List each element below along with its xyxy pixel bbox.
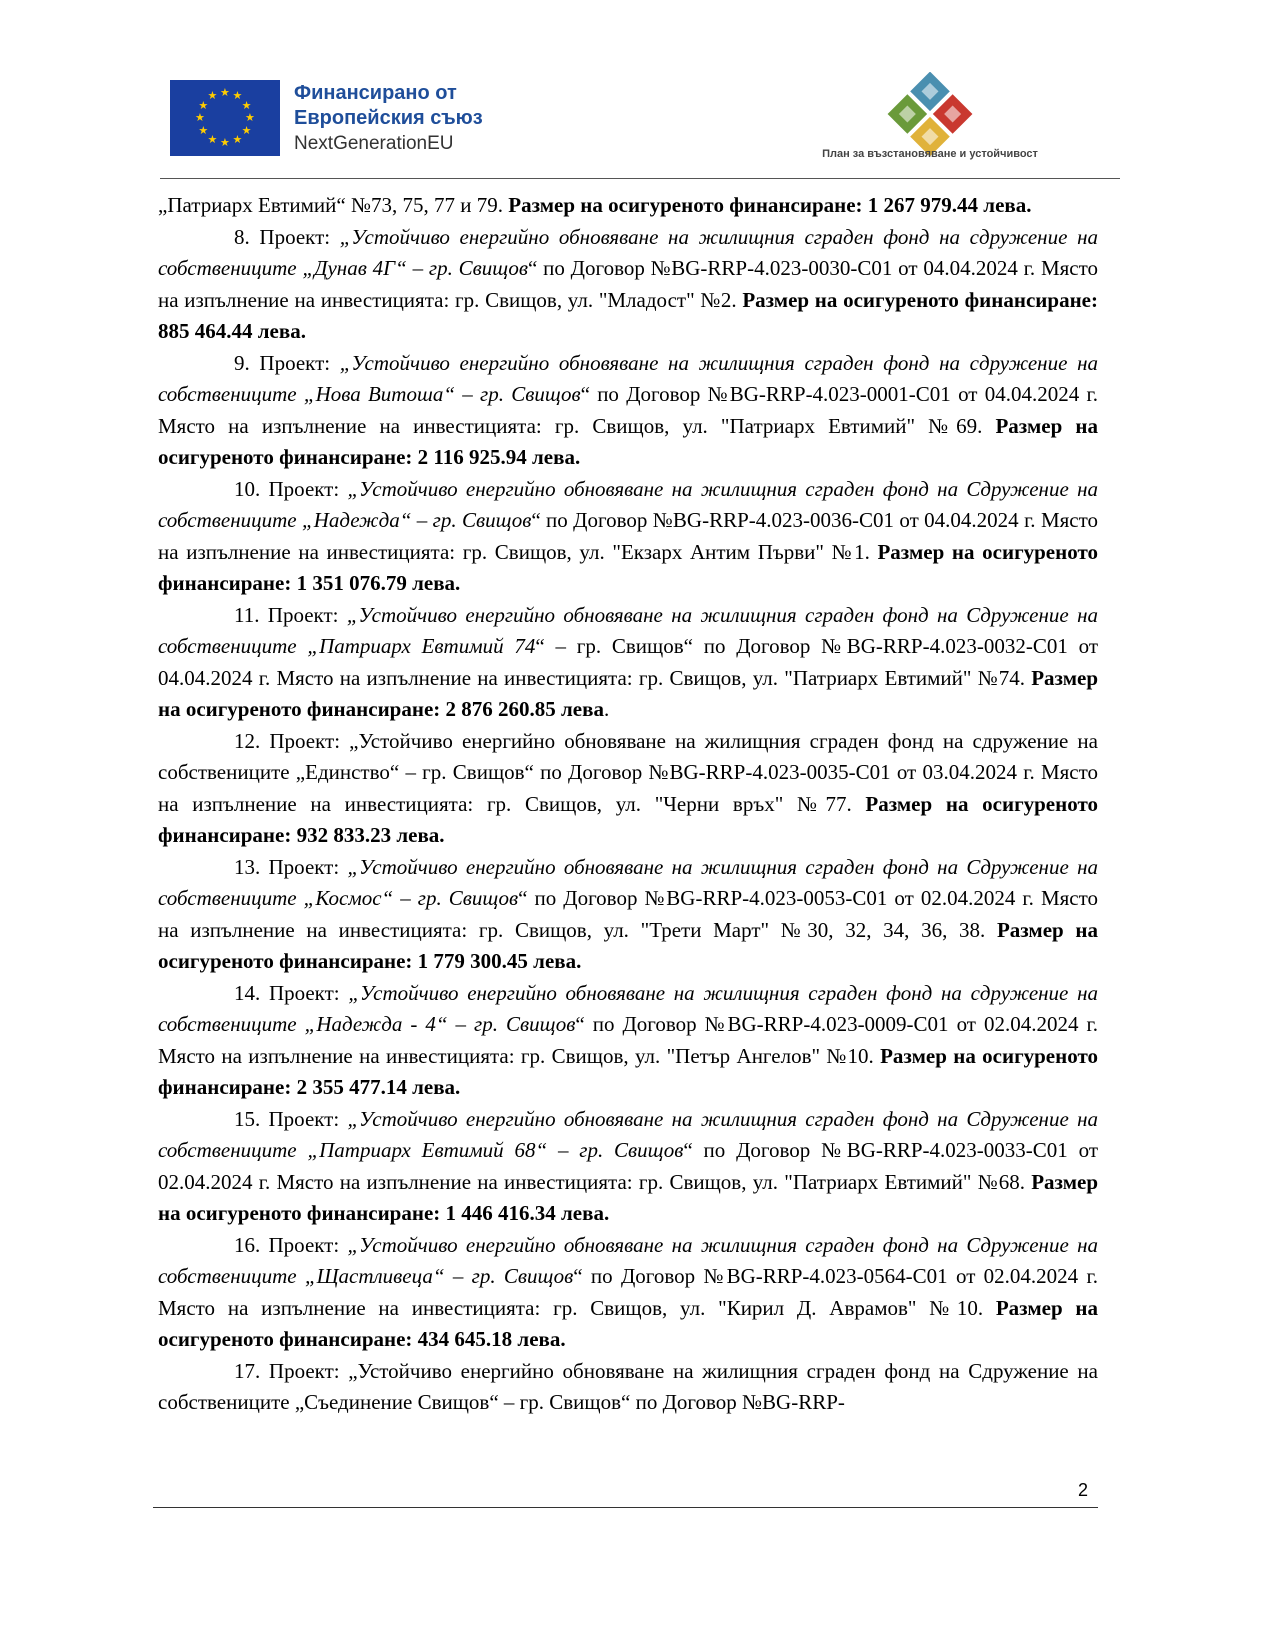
paragraph-text: „Патриарх Евтимий“ №73, 75, 77 и 79.: [158, 193, 509, 217]
paragraph-text: 16. Проект:: [234, 1232, 348, 1257]
project-title-text: „Устойчиво енергийно обновяване на жилищния сграден фонд на Сдружение на собствениците „Щастливеца“ – гр. Свищов: [158, 1232, 1098, 1288]
eu-star-icon: ★: [207, 89, 218, 103]
eu-star-icon: ★: [232, 89, 243, 103]
eu-star-icon: ★: [241, 123, 252, 137]
paragraph-text: 17. Проект: „Устойчиво енергийно обновяване на жилищния сграден фонд на Сдружение на собствениците „Съединение Свищов“ – гр. Свищов“ по Договор №BG-RRP-: [158, 1358, 1098, 1414]
recovery-plan-caption: План за възстановяване и устойчивост: [822, 148, 1038, 160]
eu-star-icon: ★: [207, 132, 218, 146]
eu-funding-text: [294, 81, 483, 156]
eu-star-icon: ★: [198, 98, 209, 112]
paragraph: [158, 190, 1098, 222]
funding-amount-text: Размер на осигуреното финансиране: 1 351 076.79 лева.: [158, 539, 1098, 595]
eu-star-icon: ★: [195, 111, 205, 124]
paragraph: [158, 978, 1098, 1104]
paragraph-text: “ по Договор №BG-RRP-4.023-0033-C01 от 02.04.2024 г. Място на изпълнение на инвестицията: гр. Свищов, ул. "Патриарх Евтимий" №68.: [158, 1138, 1098, 1194]
paragraph-text: 15. Проект:: [234, 1106, 348, 1131]
header-divider: [160, 178, 1120, 179]
paragraph-text: .: [603, 697, 610, 721]
paragraph-text: “ по Договор №BG-RRP-4.023-0001-C01 от 04.04.2024 г. Място на изпълнение на инвестицията: гр. Свищов, ул. "Патриарх Евтимий" №69.: [158, 382, 1098, 438]
paragraph-text: “ по Договор №BG-RRP-4.023-0053-C01 от 02.04.2024 г. Място на изпълнение на инвестицията: гр. Свищов, ул. "Трети Март" №30, 32, 34, 36, 38.: [158, 886, 1098, 942]
project-title-text: „Устойчиво енергийно обновяване на жилищния сграден фонд на Сдружение на собствениците „Патриарх Евтимий 74: [158, 602, 1099, 658]
paragraph: [158, 1356, 1098, 1419]
eu-line-nextgen: NextGenerationEU: [294, 132, 454, 154]
paragraph-text: 12. Проект: „Устойчиво енергийно обновяване на жилищния сграден фонд на сдружение на собствениците „Единство“ – гр. Свищов“ по Договор №BG-RRP-4.023-0035-C01 от 03.04.2024 г. Място на изпълнение на инвестицията: гр. Свищов, ул. "Черни връх" №77.: [158, 728, 1098, 816]
paragraph: [158, 1104, 1098, 1230]
paragraph-text: “ по Договор №BG-RRP-4.023-0036-C01 от 04.04.2024 г. Място на изпълнение на инвестицията: гр. Свищов, ул. "Екзарх Антим Първи" №1.: [158, 508, 1098, 564]
funding-amount-text: Размер на осигуреното финансиране: 932 833.23 лева.: [158, 791, 1098, 847]
paragraph-text: 8. Проект:: [234, 224, 340, 249]
paragraph: [158, 348, 1098, 474]
paragraph-text: 13. Проект:: [234, 854, 348, 879]
eu-star-icon: ★: [220, 86, 230, 99]
page-header: [160, 72, 1120, 180]
eu-star-icon: ★: [198, 123, 209, 137]
funding-amount-text: Размер на осигуреното финансиране: 1 446 416.34 лева.: [158, 1169, 1098, 1225]
footer-divider: [153, 1507, 1098, 1508]
funding-amount-text: Размер на осигуреното финансиране: 1 779 300.45 лева.: [158, 917, 1098, 973]
funding-amount-text: Размер на осигуреното финансиране: 434 645.18 лева.: [158, 1295, 1099, 1351]
document-body: [158, 190, 1098, 1419]
eu-flag-icon: [170, 80, 280, 156]
funding-amount-text: Размер на осигуреното финансиране: 885 464.44 лева.: [158, 287, 1098, 343]
paragraph-text: 10. Проект:: [234, 476, 348, 501]
project-title-text: „Устойчиво енергийно обновяване на жилищния сграден фонд на Сдружение на собствениците „Патриарх Евтимий 68“ – гр. Свищов: [158, 1106, 1098, 1162]
project-title-text: „Устойчиво енергийно обновяване на жилищния сграден фонд на Сдружение на собствениците „Космос“ – гр. Свищов: [158, 854, 1098, 910]
paragraph: [158, 600, 1098, 726]
funding-amount-text: Размер на осигуреното финансиране: 2 355 477.14 лева.: [158, 1043, 1098, 1099]
paragraph: [158, 852, 1098, 978]
project-title-text: „Устойчиво енергийно обновяване на жилищния сграден фонд на сдружение на собствениците „Нова Витоша“ – гр. Свищов: [158, 350, 1098, 406]
eu-star-icon: ★: [245, 111, 255, 124]
funding-amount-text: Размер на осигуреното финансиране: 1 267 979.44 лева.: [508, 193, 1032, 217]
paragraph-text: “ по Договор №BG-RRP-4.023-0030-C01 от 04.04.2024 г. Място на изпълнение на инвестицията: гр. Свищов, ул. "Младост" №2.: [158, 256, 1099, 312]
paragraph-text: 11. Проект:: [234, 602, 347, 627]
eu-line-union: Европейския съюз: [294, 106, 483, 129]
paragraph: [158, 222, 1098, 348]
paragraph-text: 14. Проект:: [234, 980, 349, 1005]
paragraph-text: 9. Проект:: [234, 350, 340, 375]
eu-star-icon: ★: [232, 132, 243, 146]
paragraph: [158, 1230, 1098, 1356]
paragraph: [158, 474, 1098, 600]
project-title-text: „Устойчиво енергийно обновяване на жилищния сграден фонд на сдружение на собствениците „Дунав 4Г“ – гр. Свищов: [158, 224, 1098, 280]
paragraph-text: “ по Договор №BG-RRP-4.023-0009-C01 от 02.04.2024 г. Място на изпълнение на инвестицията: гр. Свищов, ул. "Петър Ангелов" №10.: [158, 1012, 1098, 1068]
page-number: 2: [1078, 1480, 1089, 1500]
eu-star-icon: ★: [220, 136, 230, 149]
funding-amount-text: Размер на осигуреното финансиране: 2 876 260.85 лева: [158, 665, 1098, 721]
paragraph-text: “ по Договор №BG-RRP-4.023-0564-C01 от 02.04.2024 г. Място на изпълнение на инвестицията: гр. Свищов, ул. "Кирил Д. Аврамов" №10.: [158, 1264, 1098, 1320]
eu-line-financed: Финансирано от: [294, 81, 457, 104]
paragraph: [158, 726, 1098, 852]
project-title-text: „Устойчиво енергийно обновяване на жилищния сграден фонд на Сдружение на собствениците „Надежда“ – гр. Свищов: [158, 476, 1098, 532]
paragraph-text: “ – гр. Свищов“ по Договор №BG-RRP-4.023-0032-C01 от 04.04.2024 г. Място на изпълнение на инвестицията: гр. Свищов, ул. "Патриарх Евтимий" №74.: [158, 634, 1098, 690]
project-title-text: „Устойчиво енергийно обновяване на жилищния сграден фонд на сдружение на собствениците „Надежда - 4“ – гр. Свищов: [158, 980, 1098, 1036]
funding-amount-text: Размер на осигуреното финансиране: 2 116 925.94 лева.: [158, 413, 1098, 469]
eu-star-icon: ★: [241, 98, 252, 112]
eu-funding-logo: [170, 80, 483, 156]
